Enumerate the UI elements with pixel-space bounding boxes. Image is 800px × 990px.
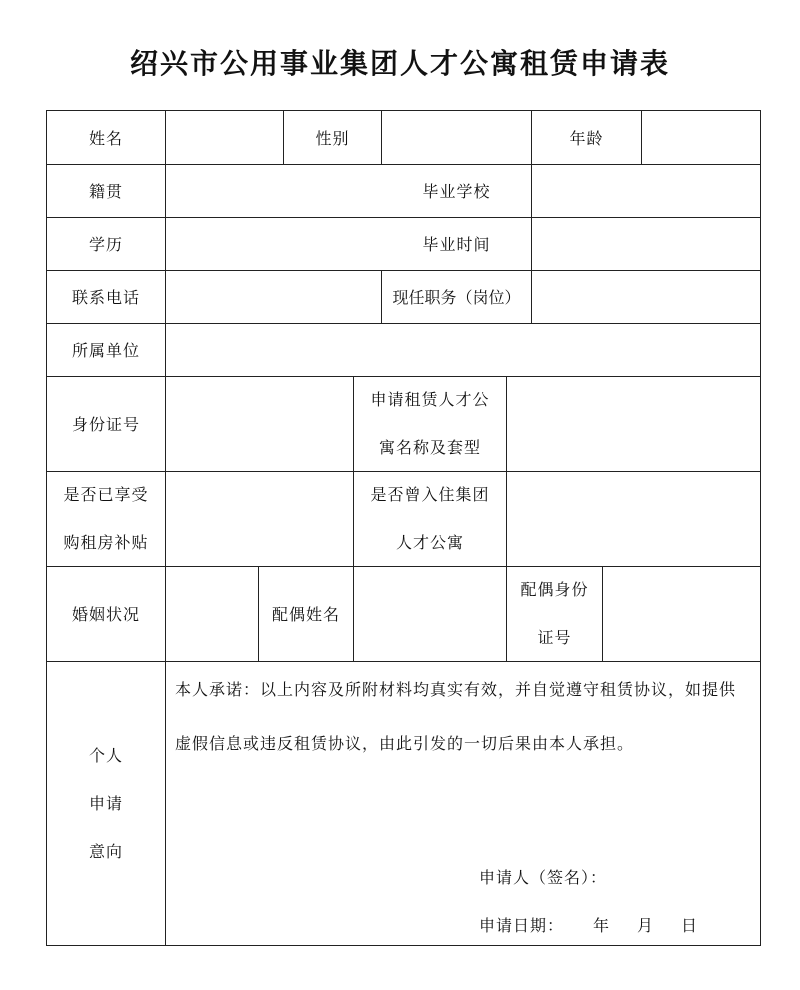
subsidy-field[interactable] [166,471,353,566]
date-year: 年 [593,916,610,935]
lived-before-label [354,471,506,566]
age-field[interactable] [642,111,760,164]
form-title: 绍兴市公用事业集团人才公寓租赁申请表 [129,47,670,80]
subsidy-label [47,471,165,566]
pledge-line1: 本人承诺：以上内容及所附材料均真实有效，并自觉遵守租赁协议，如提供 [175,680,737,699]
education-field[interactable] [166,217,381,270]
apply-date-label: 申请日期： [479,916,565,935]
lived-before-label-line1: 是否曾入住集团 [370,484,490,504]
subsidy-label-line1: 是否已享受 [63,484,149,504]
graduated-school-field[interactable] [532,164,760,217]
spouse-name-field[interactable] [354,566,506,661]
spouse-id-label [507,566,602,661]
lived-before-field[interactable] [507,471,760,566]
graduation-time-field[interactable] [532,217,760,270]
graduated-school-label: 毕业学校 [422,182,491,201]
spouse-id-field[interactable] [603,566,760,661]
spouse-name-label: 配偶姓名 [271,605,340,624]
pledge-line2: 虚假信息或违反租赁协议，由此引发的一切后果由本人承担。 [175,734,635,753]
pledge-text [175,663,765,771]
current-position-label: 现任职务（岗位） [392,288,521,307]
lived-before-label-line2: 人才公寓 [395,532,464,552]
intent-label [47,661,165,946]
intent-label-line3: 意向 [88,841,123,861]
unit-field[interactable] [166,323,760,376]
intent-label-line1: 个人 [88,745,123,765]
id-number-field[interactable] [166,376,353,471]
spouse-id-label-line1: 配偶身份 [520,579,589,599]
spouse-id-label-line2: 证号 [537,627,572,647]
age-label: 年龄 [569,129,604,148]
graduation-time-label: 毕业时间 [422,235,491,254]
native-place-label: 籍贯 [88,182,123,201]
apply-apartment-label-line1: 申请租赁人才公 [370,389,490,409]
unit-label: 所属单位 [71,341,140,360]
apply-apartment-label [354,376,506,471]
education-label: 学历 [88,235,123,254]
date-day: 日 [681,916,698,935]
date-month: 月 [637,916,654,935]
gender-label: 性别 [315,129,350,148]
intent-label-line2: 申请 [88,793,123,813]
apply-apartment-field[interactable] [507,376,760,471]
name-field[interactable] [166,111,283,164]
application-form [46,110,761,946]
marital-status-field[interactable] [166,566,258,661]
name-label: 姓名 [88,129,123,148]
applicant-signature-label: 申请人（签名）： [479,868,608,887]
phone-field[interactable] [166,270,381,323]
native-place-field[interactable] [166,164,381,217]
gender-field[interactable] [382,111,531,164]
marital-status-label: 婚姻状况 [71,605,140,624]
id-number-label: 身份证号 [71,415,140,434]
subsidy-label-line2: 购租房补贴 [63,532,149,552]
current-position-field[interactable] [532,270,760,323]
phone-label: 联系电话 [71,288,140,307]
apply-apartment-label-line2: 寓名称及套型 [378,437,481,457]
